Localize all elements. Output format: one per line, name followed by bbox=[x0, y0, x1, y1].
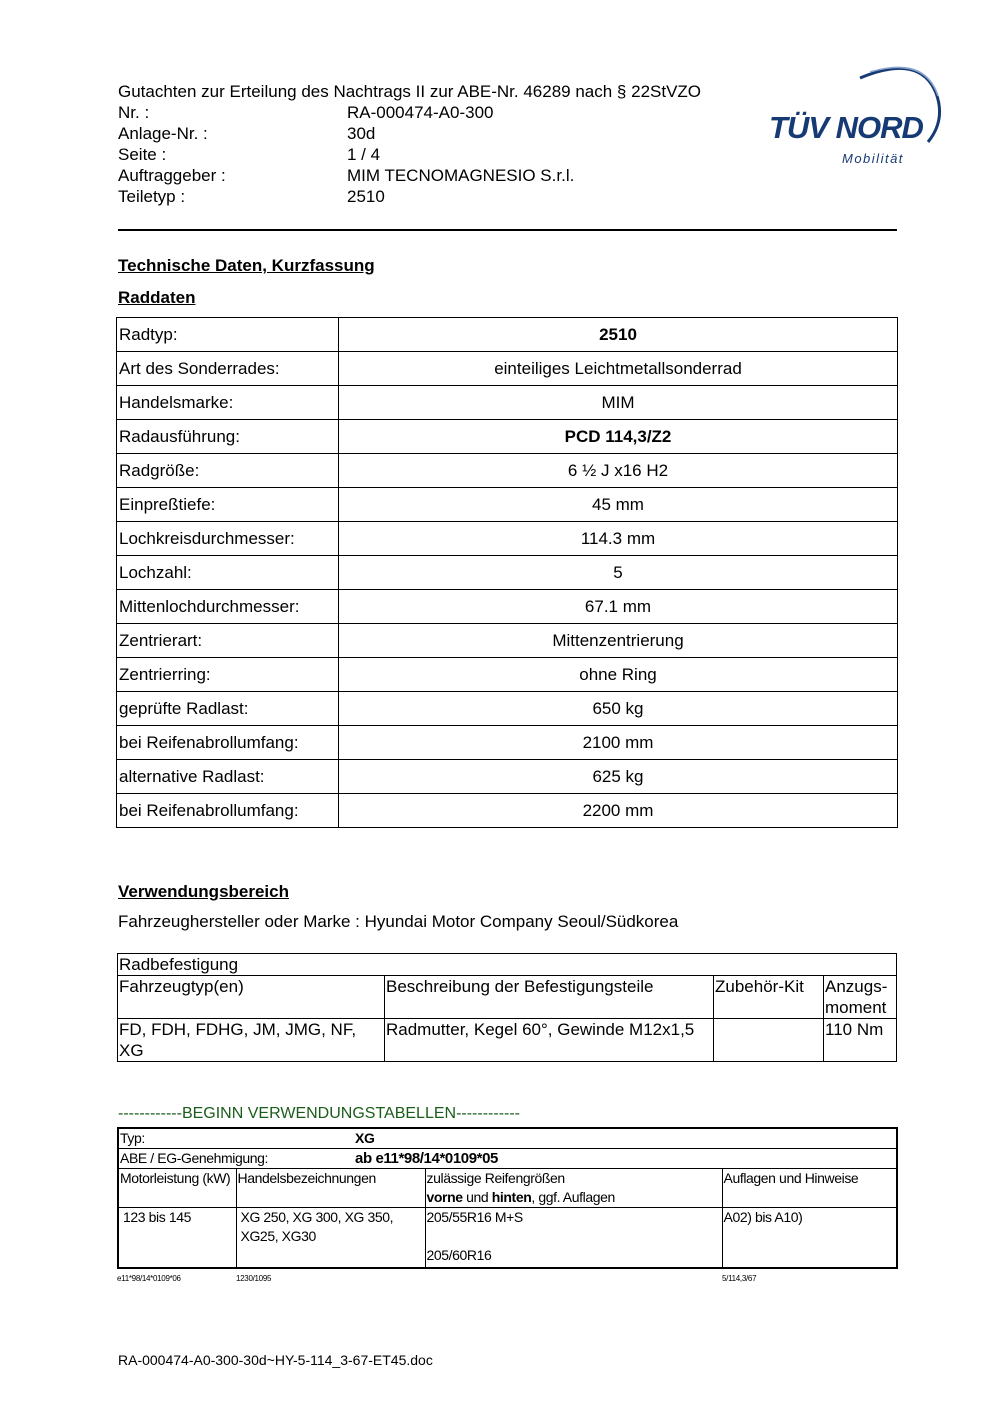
wheel-data-label: Lochkreisdurchmesser: bbox=[117, 522, 339, 556]
header-field-value: MIM TECNOMAGNESIO S.r.l. bbox=[347, 166, 575, 185]
fastening-title: Radbefestigung bbox=[118, 954, 897, 976]
wheel-data-value: PCD 114,3/Z2 bbox=[339, 420, 898, 454]
wheel-data-value: MIM bbox=[339, 386, 898, 420]
tire-sub-rear: hinten bbox=[491, 1189, 532, 1205]
small-note: 1230/1095 bbox=[236, 1274, 272, 1283]
wheel-data-row bbox=[117, 658, 898, 692]
wheel-data-row bbox=[117, 488, 898, 522]
wheel-data-row bbox=[117, 522, 898, 556]
section-wheel-data: Raddaten bbox=[118, 288, 196, 307]
type-label: Typ: bbox=[120, 1130, 145, 1146]
wheel-data-label: Radausführung: bbox=[117, 420, 339, 454]
wheel-data-value: ohne Ring bbox=[339, 658, 898, 692]
usage-header-tires bbox=[425, 1169, 722, 1208]
wheel-data-label: Radtyp: bbox=[117, 318, 339, 352]
begin-tables-marker: ------------BEGINN VERWENDUNGSTABELLEN------------ bbox=[118, 1105, 521, 1122]
wheel-data-label: bei Reifenabrollumfang: bbox=[117, 794, 339, 828]
wheel-data-value: 45 mm bbox=[339, 488, 898, 522]
fastening-table bbox=[117, 953, 897, 1062]
wheel-data-label: bei Reifenabrollumfang: bbox=[117, 726, 339, 760]
wheel-data-row bbox=[117, 726, 898, 760]
usage-header: Motorleistung (kW) bbox=[118, 1169, 236, 1208]
header-field-label: Teiletyp : bbox=[118, 187, 186, 206]
wheel-data-label: Handelsmarke: bbox=[117, 386, 339, 420]
logo-wordmark: TÜV NORD bbox=[769, 110, 923, 145]
header-field-label: Nr. : bbox=[118, 103, 150, 122]
wheel-data-label: Lochzahl: bbox=[117, 556, 339, 590]
section-usage: Verwendungsbereich bbox=[118, 882, 289, 901]
wheel-data-row bbox=[117, 454, 898, 488]
header-field-value: 2510 bbox=[347, 187, 385, 206]
wheel-data-table bbox=[116, 317, 898, 828]
wheel-data-label: Art des Sonderrades: bbox=[117, 352, 339, 386]
abe-row bbox=[118, 1149, 897, 1169]
wheel-data-label: alternative Radlast: bbox=[117, 760, 339, 794]
tuev-nord-logo bbox=[760, 58, 945, 168]
header-field-label: Auftraggeber : bbox=[118, 166, 226, 185]
wheel-data-row bbox=[117, 386, 898, 420]
wheel-data-label: Zentrierart: bbox=[117, 624, 339, 658]
header-field-value: 30d bbox=[347, 124, 376, 143]
header-field-value: 1 / 4 bbox=[347, 145, 381, 164]
abe-cell bbox=[118, 1149, 897, 1169]
wheel-data-value: Mittenzentrierung bbox=[339, 624, 898, 658]
document-title: Gutachten zur Erteilung des Nachtrags II zur ABE-Nr. 46289 nach § 22StVZO bbox=[118, 82, 702, 101]
tire-header-sub bbox=[427, 1188, 721, 1207]
wheel-data-row bbox=[117, 420, 898, 454]
power-cell: 123 bis 145 bbox=[118, 1208, 236, 1268]
logo-subtitle: Mobilität bbox=[842, 151, 904, 166]
header-field-value: RA-000474-A0-300 bbox=[347, 103, 494, 122]
usage-header: Handelsbezeichnungen bbox=[236, 1169, 425, 1208]
wheel-data-row bbox=[117, 318, 898, 352]
usage-header-row bbox=[118, 1169, 897, 1208]
wheel-data-value: 2200 mm bbox=[339, 794, 898, 828]
wheel-data-value: 5 bbox=[339, 556, 898, 590]
header-divider bbox=[118, 229, 897, 231]
section-technical-data: Technische Daten, Kurzfassung bbox=[118, 256, 375, 275]
wheel-data-row bbox=[117, 556, 898, 590]
wheel-data-label: Mittenlochdurchmesser: bbox=[117, 590, 339, 624]
wheel-data-label: Zentrierring: bbox=[117, 658, 339, 692]
usage-header: Auflagen und Hinweise bbox=[722, 1169, 897, 1208]
tire-sub-and: und bbox=[462, 1189, 492, 1205]
usage-data-row bbox=[118, 1208, 897, 1268]
wheel-data-row bbox=[117, 692, 898, 726]
manufacturer-line: Fahrzeughersteller oder Marke : Hyundai Motor Company Seoul/Südkorea bbox=[118, 912, 679, 931]
fastening-header: Fahrzeugtyp(en) bbox=[118, 976, 385, 1019]
fastening-header: Beschreibung der Befestigungsteile bbox=[385, 976, 714, 1019]
wheel-data-row bbox=[117, 760, 898, 794]
fastening-header-row bbox=[118, 976, 897, 1019]
small-note: 5/114,3/67 bbox=[722, 1274, 757, 1283]
abe-value: ab e11*98/14*0109*05 bbox=[355, 1150, 498, 1167]
fastening-header: Anzugs-moment bbox=[824, 976, 897, 1019]
tire-sizes-cell bbox=[425, 1208, 722, 1268]
wheel-data-value: 67.1 mm bbox=[339, 590, 898, 624]
wheel-data-label: Radgröße: bbox=[117, 454, 339, 488]
tire-size: 205/60R16 bbox=[426, 1247, 492, 1263]
fastening-cell: FD, FDH, FDHG, JM, JMG, NF, XG bbox=[118, 1019, 385, 1062]
tire-header-text: zulässige Reifengrößen bbox=[426, 1170, 565, 1186]
small-note: e11*98/14*0109*06 bbox=[117, 1274, 181, 1283]
wheel-data-value: 650 kg bbox=[339, 692, 898, 726]
fastening-cell bbox=[714, 1019, 824, 1062]
fastening-header: Zubehör-Kit bbox=[714, 976, 824, 1019]
wheel-data-value: 2510 bbox=[339, 318, 898, 352]
wheel-data-value: 625 kg bbox=[339, 760, 898, 794]
wheel-data-value: 114.3 mm bbox=[339, 522, 898, 556]
fastening-cell: Radmutter, Kegel 60°, Gewinde M12x1,5 bbox=[385, 1019, 714, 1062]
type-value: XG bbox=[355, 1130, 375, 1146]
usage-table bbox=[117, 1127, 898, 1269]
wheel-data-value: 2100 mm bbox=[339, 726, 898, 760]
type-cell bbox=[118, 1128, 897, 1149]
header-field-label: Seite : bbox=[118, 145, 167, 164]
wheel-data-row bbox=[117, 352, 898, 386]
tire-sub-front: vorne bbox=[426, 1189, 463, 1205]
wheel-data-row bbox=[117, 624, 898, 658]
wheel-data-row bbox=[117, 794, 898, 828]
wheel-data-value: einteiliges Leichtmetallsonderrad bbox=[339, 352, 898, 386]
tire-size: 205/55R16 M+S bbox=[426, 1209, 523, 1225]
wheel-data-label: Einpreßtiefe: bbox=[117, 488, 339, 522]
notes-cell: A02) bis A10) bbox=[722, 1208, 897, 1268]
header-field-label: Anlage-Nr. : bbox=[118, 124, 208, 143]
type-row bbox=[118, 1128, 897, 1149]
wheel-data-value: 6 ½ J x16 H2 bbox=[339, 454, 898, 488]
tire-sub-end: , ggf. Auflagen bbox=[531, 1189, 615, 1205]
fastening-data-row bbox=[118, 1019, 897, 1062]
footer-filename: RA-000474-A0-300-30d~HY-5-114_3-67-ET45.doc bbox=[118, 1352, 433, 1368]
abe-label: ABE / EG-Genehmigung: bbox=[120, 1150, 269, 1166]
fastening-title-row bbox=[118, 954, 897, 976]
trade-names-cell: XG 250, XG 300, XG 350, XG25, XG30 bbox=[236, 1208, 425, 1268]
fastening-cell: 110 Nm bbox=[824, 1019, 897, 1062]
wheel-data-row bbox=[117, 590, 898, 624]
wheel-data-label: geprüfte Radlast: bbox=[117, 692, 339, 726]
